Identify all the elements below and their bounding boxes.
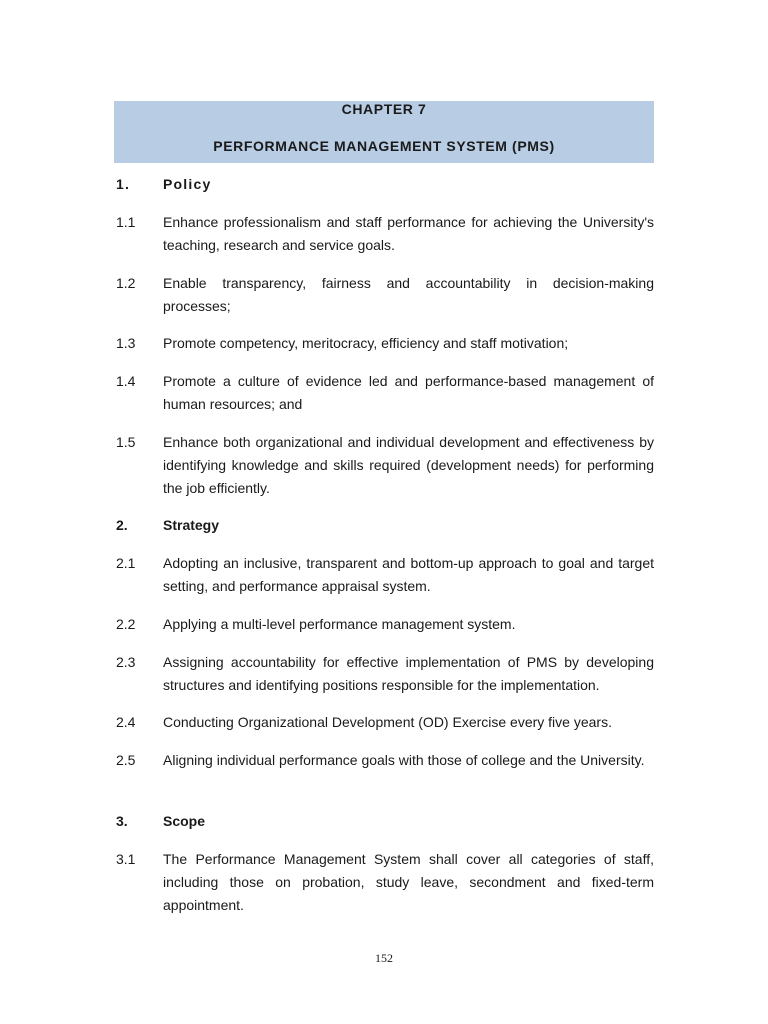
item-number: 1.3	[116, 335, 136, 351]
item-text: Adopting an inclusive, transparent and bottom-up approach to goal and target setting, and performance appraisal system.	[163, 555, 654, 594]
item-number: 2.5	[116, 752, 136, 768]
section-number: 1.	[116, 176, 131, 192]
section-title: Strategy	[163, 517, 220, 533]
item-number: 1.5	[116, 434, 136, 450]
item-text: Assigning accountability for effective implementation of PMS by developing structures and identifying positions responsible for the implementation.	[163, 654, 654, 693]
chapter-label: CHAPTER 7	[341, 101, 427, 117]
item-number: 2.4	[116, 714, 136, 730]
item-number: 1.2	[116, 275, 136, 291]
item-text: Enable transparency, fairness and accountability in decision-making processes;	[163, 275, 654, 314]
item-number: 2.1	[116, 555, 136, 571]
item-text: Enhance both organizational and individual development and effectiveness by identifying knowledge and skills required (development needs) for performing the job efficiently.	[163, 434, 654, 496]
item-text: Enhance professionalism and staff performance for achieving the University's teaching, research and service goals.	[163, 214, 654, 253]
item-number: 3.1	[116, 851, 136, 867]
section-title: Scope	[163, 813, 206, 829]
page-number: 152	[375, 951, 393, 965]
item-number: 1.1	[116, 214, 136, 230]
item-number: 2.3	[116, 654, 136, 670]
item-number: 2.2	[116, 616, 136, 632]
item-number: 1.4	[116, 373, 136, 389]
item-text: Conducting Organizational Development (OD) Exercise every five years.	[163, 714, 612, 730]
section-number: 3.	[116, 813, 128, 829]
section-title: Policy	[163, 176, 212, 192]
section-number: 2.	[116, 517, 128, 533]
item-text: Aligning individual performance goals with those of college and the University.	[163, 752, 645, 768]
item-text: The Performance Management System shall cover all categories of staff, including those on probation, study leave, secondment and fixed-term appointment.	[163, 851, 654, 913]
item-text: Promote a culture of evidence led and performance-based management of human resources; and	[163, 373, 654, 412]
item-text: Promote competency, meritocracy, efficiency and staff motivation;	[163, 335, 569, 351]
chapter-title: PERFORMANCE MANAGEMENT SYSTEM (PMS)	[213, 138, 555, 154]
item-text: Applying a multi-level performance management system.	[163, 616, 516, 632]
